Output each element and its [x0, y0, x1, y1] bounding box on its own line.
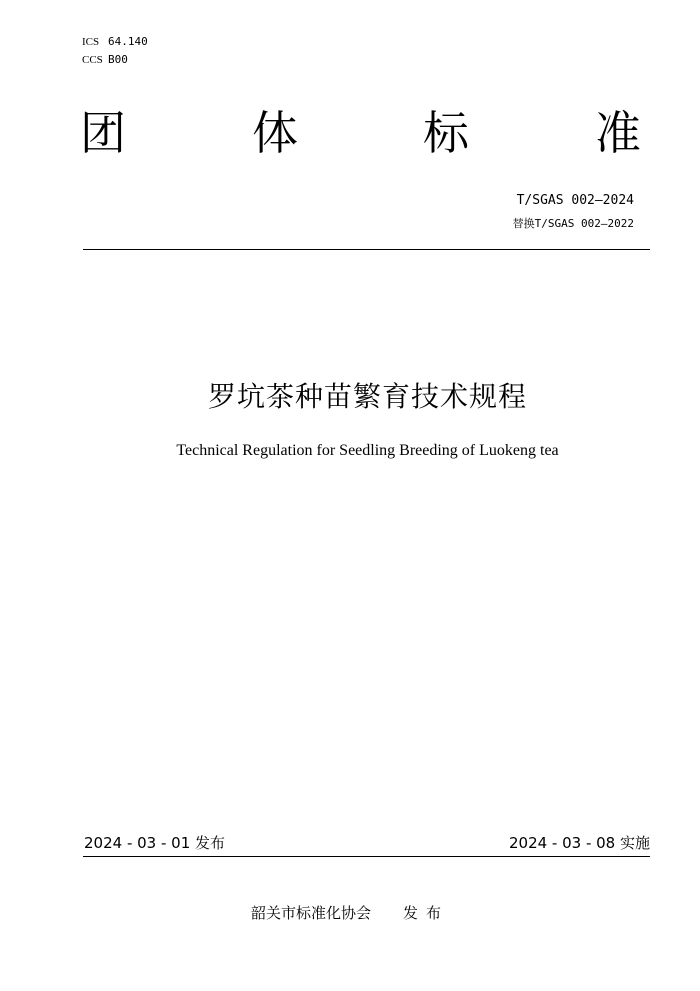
document-title-cn: 罗坑茶种苗繁育技术规程 — [207, 380, 527, 413]
ics-value: 64.140 — [108, 35, 148, 48]
implementation-date: 2024 - 03 - 08 实施 — [508, 834, 650, 852]
footer-divider — [83, 856, 650, 857]
publisher — [0, 906, 700, 921]
standard-type-char: 团 — [80, 106, 126, 160]
ccs-value: B00 — [108, 53, 128, 66]
ics-code — [82, 36, 148, 48]
document-title-en: Technical Regulation for Seedling Breeding of Luokeng tea — [176, 442, 559, 459]
ccs-label: CCS — [82, 54, 103, 66]
ccs-code — [82, 54, 128, 66]
standard-number: T/SGAS 002—2024 — [516, 193, 634, 208]
ics-label: ICS — [82, 36, 100, 48]
publisher-name: 韶关市标准化协会 — [250, 904, 371, 922]
standard-type-char: 标 — [423, 106, 469, 160]
publisher-action: 发布 — [403, 904, 450, 922]
standard-type-char: 体 — [252, 106, 298, 160]
header-divider — [83, 249, 650, 250]
standard-type-char: 准 — [595, 106, 641, 160]
issue-date: 2024 - 03 - 01 发布 — [84, 834, 226, 852]
replaces-standard: 替换T/SGAS 002—2022 — [512, 217, 634, 230]
